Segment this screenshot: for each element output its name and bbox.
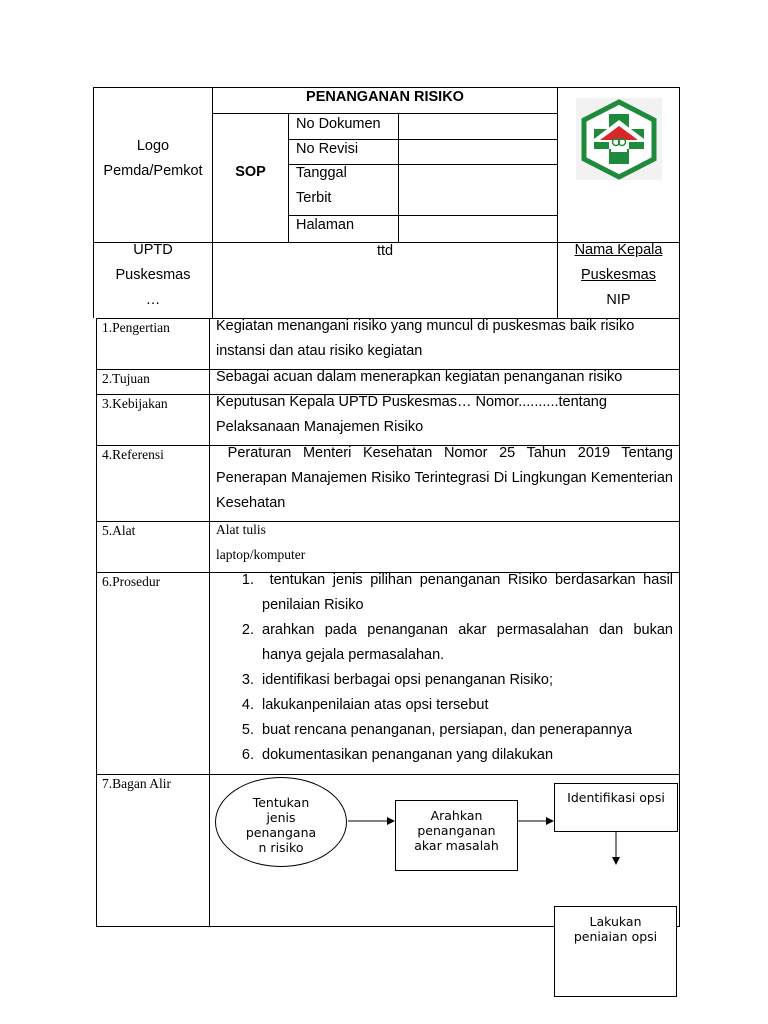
field-halaman: Halaman — [296, 217, 355, 233]
text-kebijakan: Keputusan Kepala UPTD Puskesmas… Nomor..........tentang Pelaksanaan Manajemen Risiko — [216, 394, 607, 435]
label-prosedur: 6.Prosedur — [102, 574, 161, 589]
list-item: Alat tulis — [216, 522, 266, 537]
field-no-revisi: No Revisi — [296, 141, 359, 157]
label-pengertian: 1.Pengertian — [102, 320, 170, 335]
flow-node-identifikasi: Identifikasi opsi — [554, 783, 678, 832]
text-tujuan: Sebagai acuan dalam menerapkan kegiatan penanganan risiko — [216, 369, 623, 385]
flow-node-arahkan: Arahkan penanganan akar masalah — [395, 800, 518, 871]
list-item: laptop/komputer — [216, 547, 306, 562]
label-kebijakan: 3.Kebijakan — [102, 396, 168, 411]
text-pengertian: Kegiatan menangani risiko yang muncul di puskesmas baik risiko instansi dan atau risiko kegiatan — [216, 318, 635, 359]
procedure-step: 6. dokumentasikan penanganan yang dilakukan — [258, 743, 673, 768]
procedure-step: 4. lakukanpenilaian atas opsi tersebut — [258, 693, 673, 718]
label-referensi: 4.Referensi — [102, 447, 164, 462]
field-no-dokumen: No Dokumen — [296, 116, 381, 132]
logo-placeholder: Logo Pemda/Pemkot — [103, 138, 203, 179]
field-tanggal-terbit: Tanggal Terbit — [296, 165, 347, 206]
flow-node-lakukan: Lakukan peniaian opsi — [554, 906, 677, 997]
procedure-step: 5. buat rencana penanganan, persiapan, dan penerapannya — [258, 718, 673, 743]
label-bagan-alir: 7.Bagan Alir — [102, 776, 171, 791]
procedure-step: 1. tentukan jenis pilihan penanganan Risiko berdasarkan hasil penilaian Risiko — [258, 568, 673, 618]
flow-node-tentukan: Tentukan jenis penangana n risiko — [215, 777, 347, 867]
procedure-step: 2. arahkan pada penanganan akar permasalahan dan bukan hanya gejala permasalahan. — [258, 618, 673, 668]
sop-label: SOP — [235, 164, 266, 180]
page-title: PENANGANAN RISIKO — [306, 89, 464, 105]
text-referensi: Peraturan Menteri Kesehatan Nomor 25 Tahun 2019 Tentang Penerapan Manajemen Risiko Terintegrasi Di Lingkungan Kementerian Kesehatan — [216, 445, 678, 511]
procedure-step: 3. identifikasi berbagai opsi penanganan Risiko; — [258, 668, 673, 693]
signature-ttd: ttd — [376, 243, 394, 259]
unit-name: UPTD Puskesmas … — [115, 242, 191, 308]
label-tujuan: 2.Tujuan — [102, 371, 150, 386]
head-of-puskesmas: Nama Kepala Puskesmas NIP — [574, 242, 663, 308]
label-alat: 5.Alat — [102, 523, 136, 538]
